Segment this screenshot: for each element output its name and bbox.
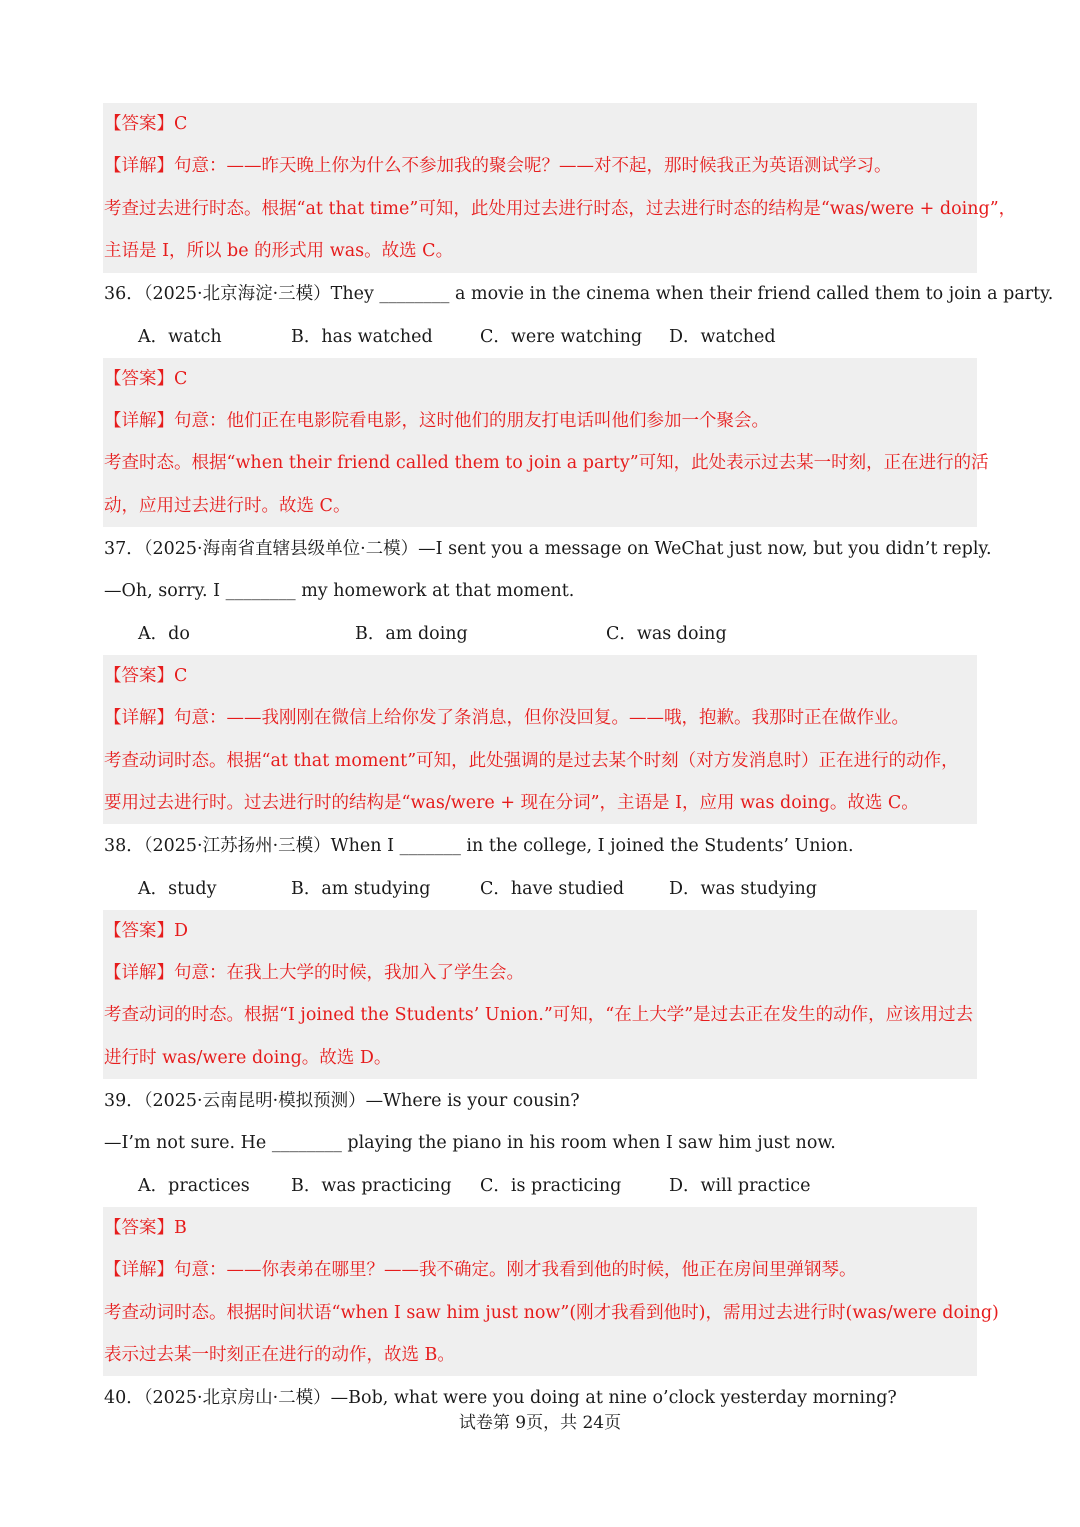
q37-option-c: C．was doing [606,624,727,644]
detail-37-line-2: 考查动词时态。根据“at that moment”可知，此处强调的是过去某个时刻（对方发消息时）正在进行的动作， [104,751,959,771]
question-37-stem-2: —Oh, sorry. I ________ my homework at that moment. [104,581,575,601]
q36-option-a: A．watch [138,327,222,347]
detail-39-line-1: 【详解】句意：——你表弟在哪里？——我不确定。刚才我看到他的时候，他正在房间里弹钢琴。 [104,1260,857,1280]
question-39-stem-2: —I’m not sure. He ________ playing the piano in his room when I saw him just now. [104,1133,836,1153]
answer-36: 【答案】C [104,369,188,389]
q38-option-a: A．study [138,879,217,899]
answer-38: 【答案】D [104,921,189,941]
detail-36-line-2: 考查时态。根据“when their friend called them to join a party”可知，此处表示过去某一时刻，正在进行的活 [104,453,989,473]
detail-36-line-3: 动，应用过去进行时。故选 C。 [104,496,351,516]
detail-36-line-1: 【详解】句意：他们正在电影院看电影，这时他们的朋友打电话叫他们参加一个聚会。 [104,411,769,431]
detail-35-line-1: 【详解】句意：——昨天晚上你为什么不参加我的聚会呢？——对不起，那时候我正为英语测试学习。 [104,156,892,176]
detail-39-line-2: 考查动词时态。根据时间状语“when I saw him just now”(刚才我看到他时)，需用过去进行时(was/were doing) [104,1303,999,1323]
q37-option-b: B．am doing [355,624,468,644]
question-39-stem: 39．（2025·云南昆明·模拟预测）—Where is your cousin? [104,1091,580,1111]
detail-38-line-2: 考查动词的时态。根据“I joined the Students’ Union.”可知，“在上大学”是过去正在发生的动作，应该用过去 [104,1005,974,1025]
detail-35-line-2: 考查过去进行时态。根据“at that time”可知，此处用过去进行时态，过去进行时态的结构是“was/were + doing”， [104,199,1017,219]
question-38-stem: 38．（2025·江苏扬州·三模）When I _______ in the college, I joined the Students’ Union. [104,836,854,856]
question-40-stem: 40．（2025·北京房山·二模）—Bob, what were you doing at nine o’clock yesterday morning? [104,1388,897,1408]
q38-option-c: C．have studied [480,879,625,899]
q36-option-d: D．watched [669,327,776,347]
detail-37-line-1: 【详解】句意：——我刚刚在微信上给你发了条消息，但你没回复。——哦，抱歉。我那时正在做作业。 [104,708,909,728]
detail-39-line-3: 表示过去某一时刻正在进行的动作，故选 B。 [104,1345,455,1365]
q36-option-c: C．were watching [480,327,643,347]
q36-option-b: B．has watched [291,327,433,347]
q38-option-d: D．was studying [669,879,817,899]
q38-option-b: B．am studying [291,879,431,899]
answer-37: 【答案】C [104,666,188,686]
q37-option-a: A．do [138,624,190,644]
q39-option-a: A．practices [138,1176,250,1196]
question-37-stem: 37．（2025·海南省直辖县级单位·二模）—I sent you a message on WeChat just now, but you didn’t reply. [104,539,992,559]
q39-option-c: C．is practicing [480,1176,622,1196]
page-footer: 试卷第 9页，共 24页 [458,1413,622,1433]
question-36-stem: 36．（2025·北京海淀·三模）They ________ a movie in the cinema when their friend called them to join a party. [104,284,1054,304]
detail-38-line-3: 进行时 was/were doing。故选 D。 [104,1048,392,1068]
q39-option-d: D．will practice [669,1176,811,1196]
detail-38-line-1: 【详解】句意：在我上大学的时候，我加入了学生会。 [104,963,524,983]
q39-option-b: B．was practicing [291,1176,452,1196]
answer-39: 【答案】B [104,1218,187,1238]
detail-35-line-3: 主语是 I，所以 be 的形式用 was。故选 C。 [104,241,454,261]
answer-35: 【答案】C [104,114,188,134]
detail-37-line-3: 要用过去进行时。过去进行时的结构是“was/were + 现在分词”，主语是 I，应用 was doing。故选 C。 [104,793,919,813]
